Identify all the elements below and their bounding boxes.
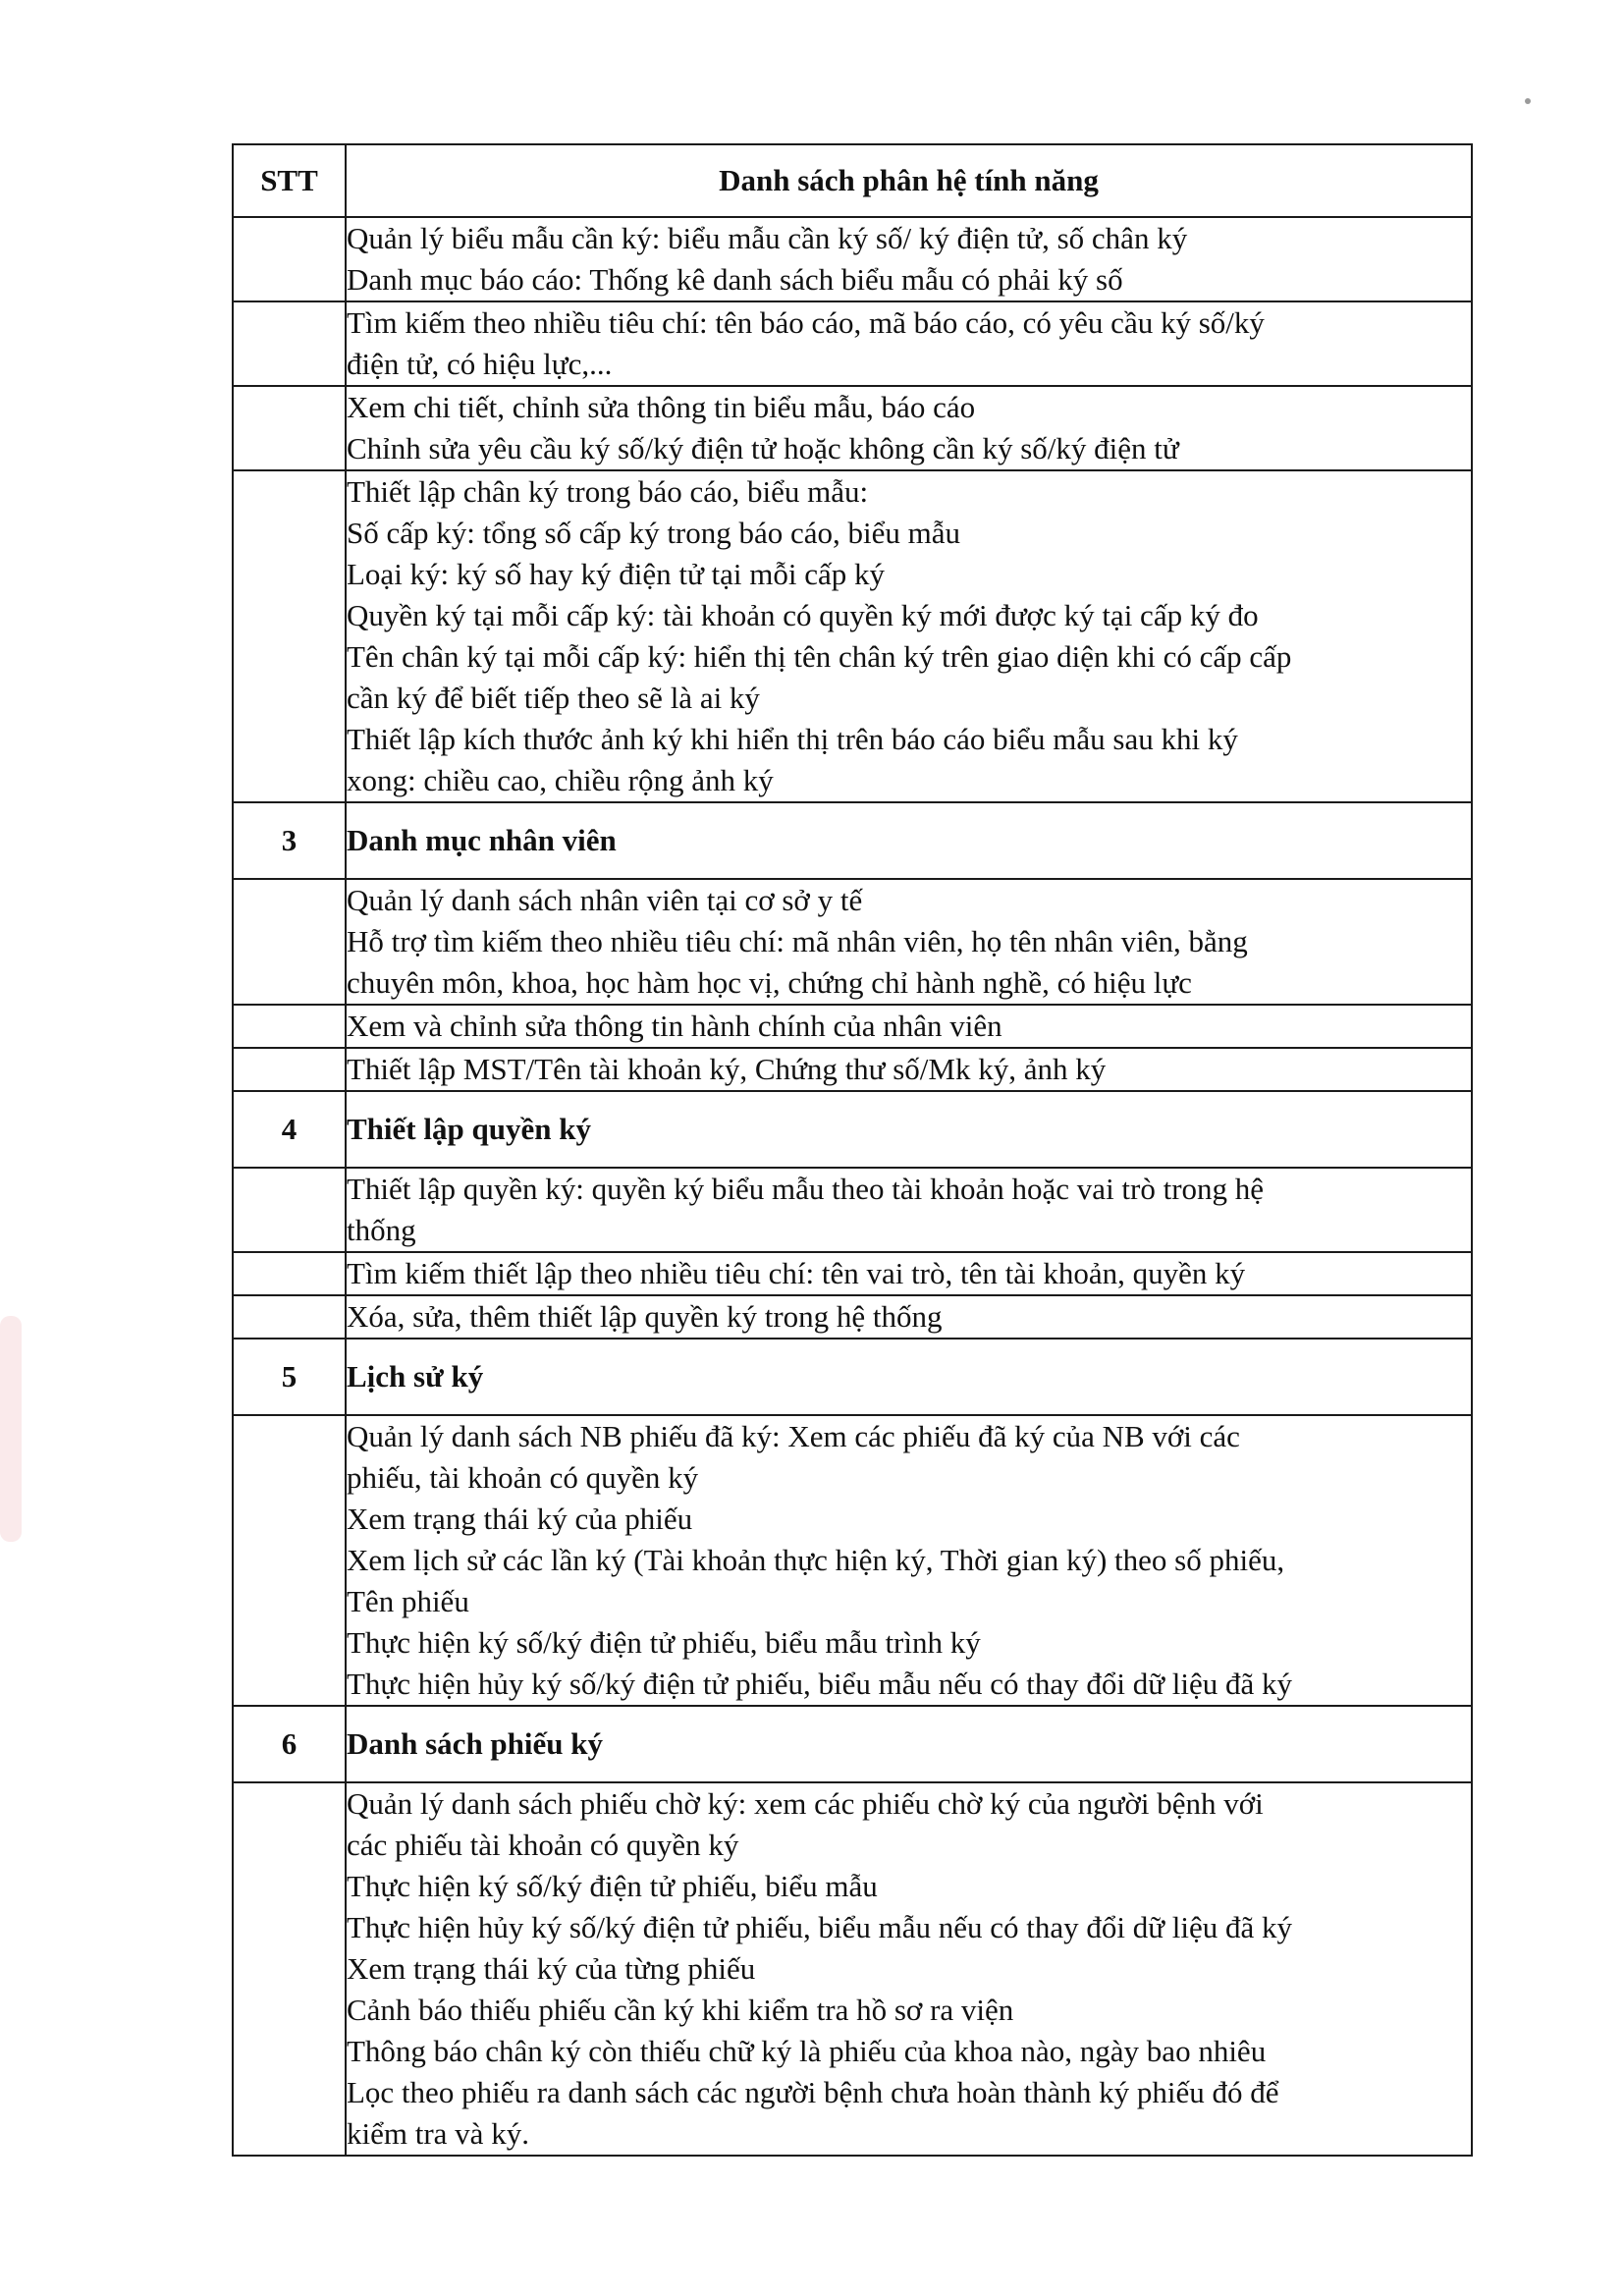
scan-mark (1525, 98, 1531, 104)
header-stt: STT (233, 144, 346, 217)
feature-line: phiếu, tài khoản có quyền ký (347, 1460, 699, 1495)
scan-stain (0, 1316, 22, 1542)
feature-line: Xóa, sửa, thêm thiết lập quyền ký trong hệ thống (347, 1299, 943, 1334)
table-row (233, 1252, 1472, 1295)
feature-line: cần ký để biết tiếp theo sẽ là ai ký (347, 681, 760, 715)
feature-description (346, 1005, 1472, 1048)
feature-line: Xem trạng thái ký của phiếu (347, 1502, 693, 1536)
feature-line: Thực hiện ký số/ký điện tử phiếu, biểu mẫu trình ký (347, 1625, 981, 1660)
feature-line: Thiết lập MST/Tên tài khoản ký, Chứng thư số/Mk ký, ảnh ký (347, 1052, 1107, 1086)
feature-description (346, 217, 1472, 301)
feature-description (346, 1415, 1472, 1706)
feature-description (346, 1048, 1472, 1091)
stt-cell (233, 879, 346, 1005)
section-title: Thiết lập quyền ký (346, 1091, 1472, 1168)
stt-cell (233, 1168, 346, 1252)
feature-line: Thực hiện hủy ký số/ký điện tử phiếu, biểu mẫu nếu có thay đổi dữ liệu đã ký (347, 1910, 1292, 1944)
feature-description (346, 301, 1472, 386)
feature-line: kiểm tra và ký. (347, 2116, 529, 2151)
feature-description (346, 1168, 1472, 1252)
feature-line: điện tử, có hiệu lực,... (347, 347, 613, 381)
feature-line: Xem lịch sử các lần ký (Tài khoản thực hiện ký, Thời gian ký) theo số phiếu, (347, 1543, 1285, 1577)
section-row (233, 1339, 1472, 1415)
feature-line: Tên chân ký tại mỗi cấp ký: hiển thị tên chân ký trên giao diện khi có cấp cấp (347, 639, 1292, 674)
feature-line: Lọc theo phiếu ra danh sách các người bệnh chưa hoàn thành ký phiếu đó để (347, 2075, 1279, 2109)
feature-line: Quyền ký tại mỗi cấp ký: tài khoản có quyền ký mới được ký tại cấp ký đo (347, 598, 1259, 632)
table-row (233, 470, 1472, 802)
feature-line: Xem và chỉnh sửa thông tin hành chính của nhân viên (347, 1009, 1002, 1043)
feature-line: Chỉnh sửa yêu cầu ký số/ký điện tử hoặc không cần ký số/ký điện tử (347, 431, 1179, 465)
feature-description (346, 879, 1472, 1005)
stt-cell (233, 1048, 346, 1091)
feature-line: Xem chi tiết, chỉnh sửa thông tin biểu mẫu, báo cáo (347, 390, 976, 424)
section-title: Danh sách phiếu ký (346, 1706, 1472, 1782)
table-row (233, 386, 1472, 470)
table-body (233, 217, 1472, 2156)
section-number: 3 (233, 802, 346, 879)
feature-line: Thiết lập chân ký trong báo cáo, biểu mẫu: (347, 474, 869, 509)
section-number: 5 (233, 1339, 346, 1415)
feature-description (346, 386, 1472, 470)
feature-description (346, 1782, 1472, 2156)
feature-description (346, 470, 1472, 802)
header-feature-list: Danh sách phân hệ tính năng (346, 144, 1472, 217)
feature-line: thống (347, 1213, 416, 1247)
section-row (233, 1706, 1472, 1782)
table-header-row (233, 144, 1472, 217)
feature-line: Hỗ trợ tìm kiếm theo nhiều tiêu chí: mã nhân viên, họ tên nhân viên, bằng (347, 924, 1248, 958)
feature-line: Thông báo chân ký còn thiếu chữ ký là phiếu của khoa nào, ngày bao nhiêu (347, 2034, 1267, 2068)
section-number: 4 (233, 1091, 346, 1168)
feature-line: Cảnh báo thiếu phiếu cần ký khi kiểm tra hồ sơ ra viện (347, 1993, 1014, 2027)
feature-line: Tìm kiếm thiết lập theo nhiều tiêu chí: tên vai trò, tên tài khoản, quyền ký (347, 1256, 1246, 1290)
feature-line: Tìm kiếm theo nhiều tiêu chí: tên báo cáo, mã báo cáo, có yêu cầu ký số/ký (347, 305, 1265, 340)
feature-line: Xem trạng thái ký của từng phiếu (347, 1951, 756, 1986)
table-row (233, 1782, 1472, 2156)
feature-line: xong: chiều cao, chiều rộng ảnh ký (347, 763, 774, 797)
feature-line: Thiết lập quyền ký: quyền ký biểu mẫu theo tài khoản hoặc vai trò trong hệ (347, 1172, 1265, 1206)
feature-line: Thực hiện hủy ký số/ký điện tử phiếu, biểu mẫu nếu có thay đổi dữ liệu đã ký (347, 1667, 1292, 1701)
stt-cell (233, 1782, 346, 2156)
feature-line: Số cấp ký: tổng số cấp ký trong báo cáo, biểu mẫu (347, 516, 961, 550)
stt-cell (233, 301, 346, 386)
section-title: Danh mục nhân viên (346, 802, 1472, 879)
feature-table (232, 143, 1473, 2157)
stt-cell (233, 1005, 346, 1048)
feature-line: Quản lý danh sách NB phiếu đã ký: Xem các phiếu đã ký của NB với các (347, 1419, 1240, 1453)
stt-cell (233, 1295, 346, 1339)
feature-line: Quản lý danh sách phiếu chờ ký: xem các phiếu chờ ký của người bệnh với (347, 1786, 1264, 1821)
table-row (233, 1295, 1472, 1339)
stt-cell (233, 1415, 346, 1706)
section-title: Lịch sử ký (346, 1339, 1472, 1415)
feature-line: các phiếu tài khoản có quyền ký (347, 1828, 739, 1862)
feature-line: Thiết lập kích thước ảnh ký khi hiển thị trên báo cáo biểu mẫu sau khi ký (347, 722, 1238, 756)
table-row (233, 879, 1472, 1005)
stt-cell (233, 386, 346, 470)
feature-line: chuyên môn, khoa, học hàm học vị, chứng chỉ hành nghề, có hiệu lực (347, 965, 1192, 1000)
table-row (233, 1005, 1472, 1048)
table-row (233, 1168, 1472, 1252)
table-row (233, 1048, 1472, 1091)
feature-line: Thực hiện ký số/ký điện tử phiếu, biểu mẫu (347, 1869, 878, 1903)
stt-cell (233, 470, 346, 802)
section-row (233, 1091, 1472, 1168)
section-row (233, 802, 1472, 879)
feature-line: Danh mục báo cáo: Thống kê danh sách biểu mẫu có phải ký số (347, 262, 1123, 297)
feature-line: Tên phiếu (347, 1584, 469, 1618)
stt-cell (233, 217, 346, 301)
section-number: 6 (233, 1706, 346, 1782)
table-row (233, 301, 1472, 386)
table-row (233, 1415, 1472, 1706)
table-row (233, 217, 1472, 301)
feature-line: Loại ký: ký số hay ký điện tử tại mỗi cấp ký (347, 557, 886, 591)
feature-line: Quản lý biểu mẫu cần ký: biểu mẫu cần ký số/ ký điện tử, số chân ký (347, 221, 1188, 255)
feature-description (346, 1252, 1472, 1295)
feature-description (346, 1295, 1472, 1339)
feature-line: Quản lý danh sách nhân viên tại cơ sở y tế (347, 883, 863, 917)
stt-cell (233, 1252, 346, 1295)
